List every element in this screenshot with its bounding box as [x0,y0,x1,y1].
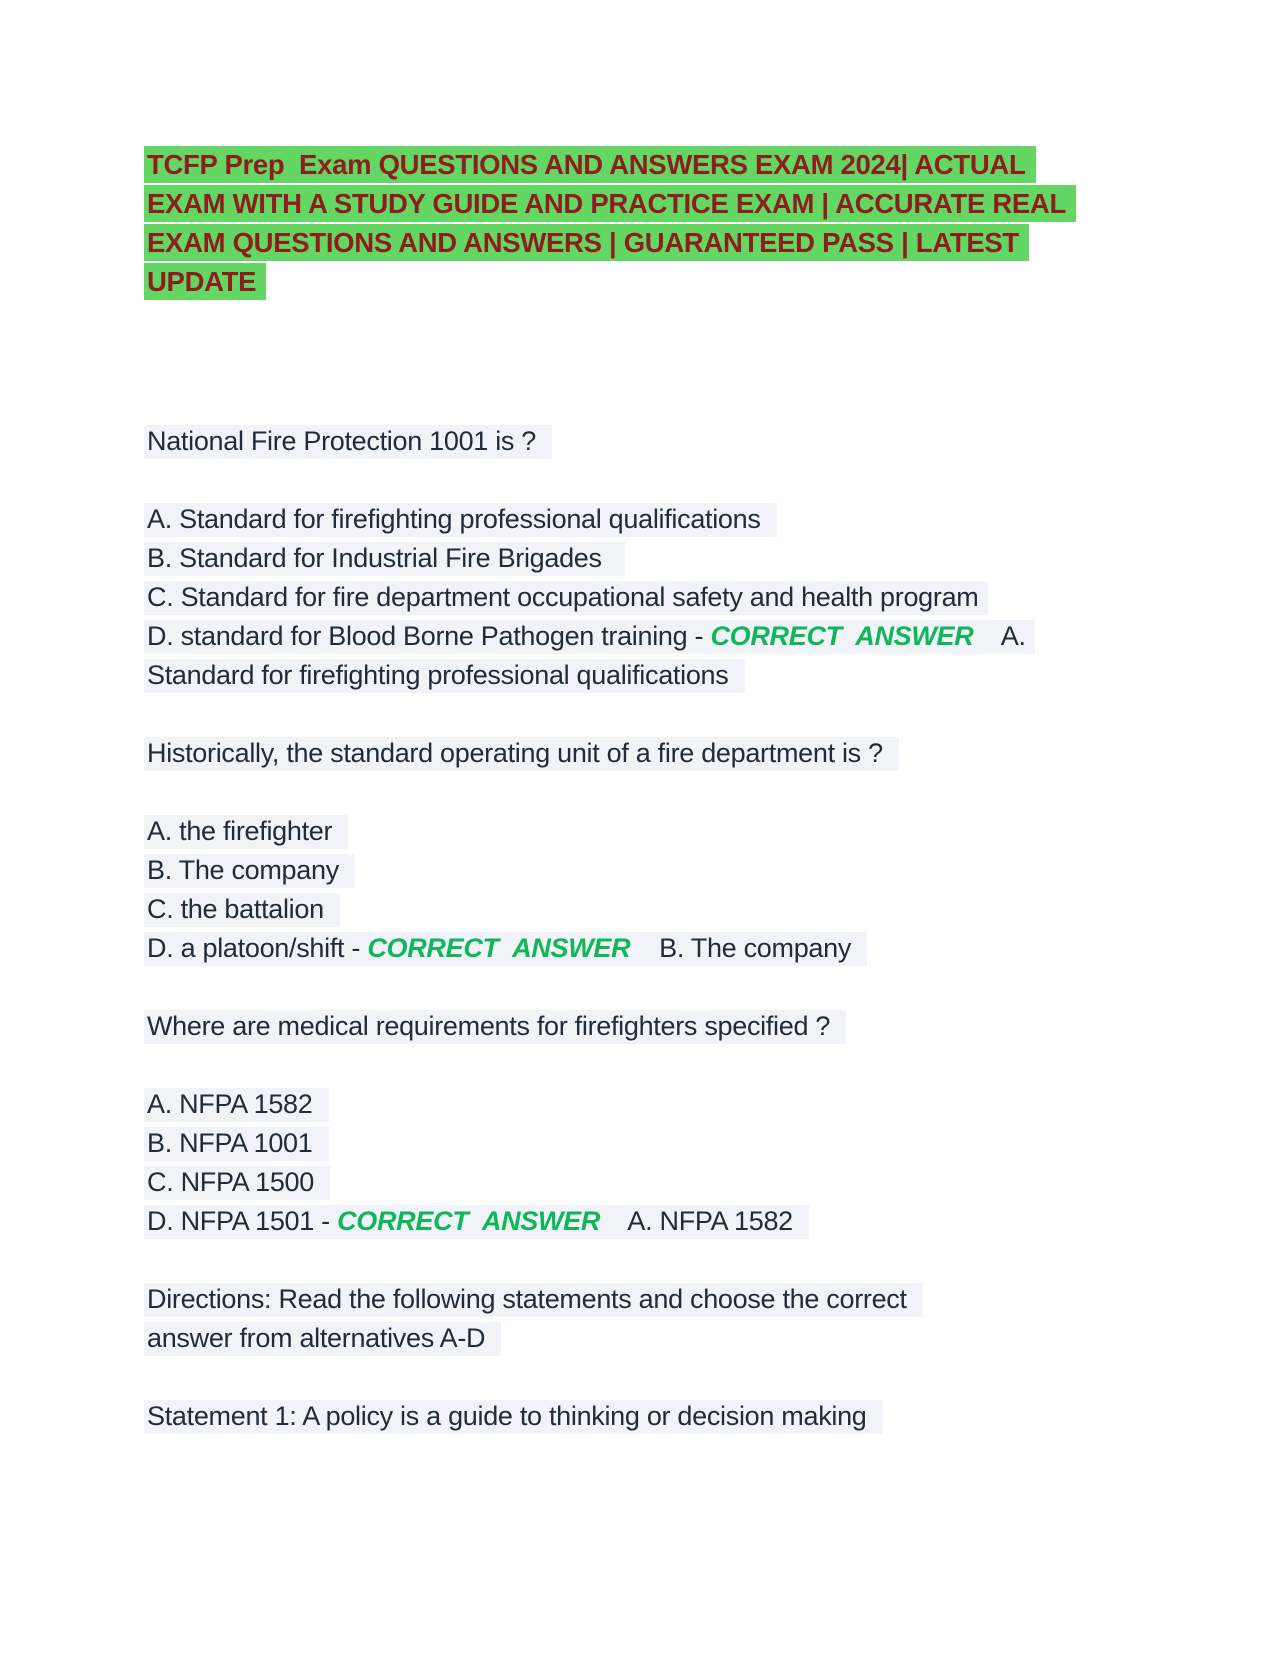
blank-line [144,1359,1244,1398]
blank-line [144,774,1244,813]
blank-line [144,1047,1244,1086]
text-run: D. a platoon/shift - [147,933,368,963]
text-run: Statement 1: A policy is a guide to thinking or decision making [147,1401,874,1431]
text-line [144,423,1244,462]
text-run: B. NFPA 1001 [147,1128,320,1158]
text-line [144,1086,1244,1125]
correct-answer-marker: CORRECT ANSWER [367,933,631,963]
text-line [144,501,1244,540]
text-run: C. the battalion [147,894,332,924]
text-run: C. Standard for fire department occupational safety and health program [147,582,979,612]
title-line: EXAM QUESTIONS AND ANSWERS | GUARANTEED PASS | LATEST [144,224,1224,263]
text-line [144,891,1244,930]
text-run: B. The company [147,855,347,885]
blank-line [144,384,1244,423]
correct-answer-marker: CORRECT ANSWER [710,621,974,651]
text-line [144,540,1244,579]
title-line: TCFP Prep Exam QUESTIONS AND ANSWERS EXAM 2024| ACTUAL [144,146,1224,185]
text-line [144,930,1244,969]
text-line [144,1281,1244,1320]
text-run: A. [973,621,1026,651]
text-line [144,813,1244,852]
text-run: answer from alternatives A-D [147,1323,493,1353]
document-body [144,306,1244,1437]
text-run: Where are medical requirements for firefighters specified ? [147,1011,838,1041]
blank-line [144,462,1244,501]
blank-line [144,969,1244,1008]
text-run: A. the firefighter [147,816,340,846]
text-run: C. NFPA 1500 [147,1167,322,1197]
text-run: Historically, the standard operating unit of a fire department is ? [147,738,890,768]
title-line: UPDATE [144,263,1224,302]
text-run: Standard for firefighting professional qualifications [147,660,736,690]
text-line [144,1398,1244,1437]
text-line [144,1008,1244,1047]
text-line [144,618,1244,657]
text-line [144,1203,1244,1242]
blank-line [144,306,1244,345]
text-line [144,657,1244,696]
blank-line [144,1242,1244,1281]
document-title [144,146,1224,302]
text-run: D. NFPA 1501 - [147,1206,338,1236]
text-run: A. NFPA 1582 [147,1089,320,1119]
text-line [144,1164,1244,1203]
text-line [144,1320,1244,1359]
blank-line [144,345,1244,384]
text-line [144,852,1244,891]
title-line: EXAM WITH A STUDY GUIDE AND PRACTICE EXAM | ACCURATE REAL [144,185,1224,224]
text-run: D. standard for Blood Borne Pathogen training - [147,621,711,651]
text-run: B. The company [630,933,859,963]
text-run: A. NFPA 1582 [600,1206,801,1236]
text-run: Directions: Read the following statements and choose the correct [147,1284,914,1314]
blank-line [144,696,1244,735]
text-run: B. Standard for Industrial Fire Brigades [147,543,617,573]
text-line [144,1125,1244,1164]
text-run: National Fire Protection 1001 is ? [147,426,544,456]
text-line [144,735,1244,774]
text-line [144,579,1244,618]
text-run: A. Standard for firefighting professional qualifications [147,504,768,534]
correct-answer-marker: CORRECT ANSWER [337,1206,601,1236]
